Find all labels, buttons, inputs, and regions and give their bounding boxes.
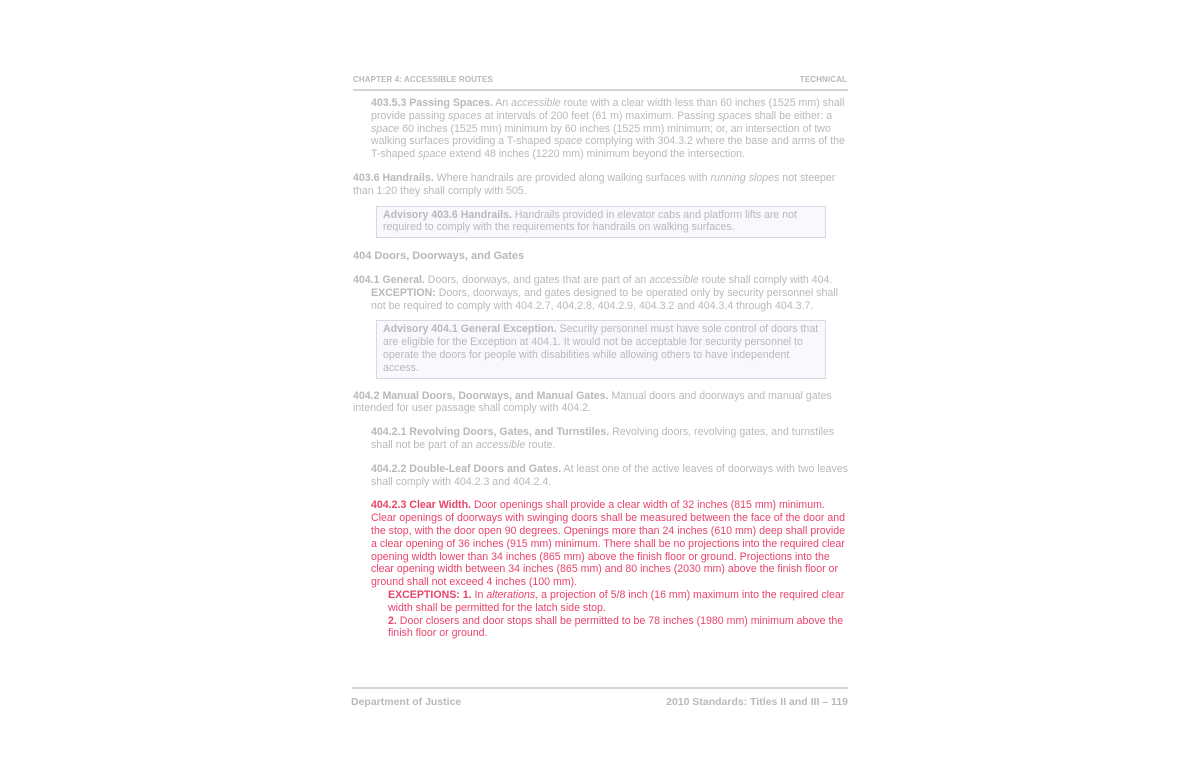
advisory-404-1 <box>376 320 826 378</box>
running-footer <box>351 696 848 708</box>
section-title: 404.2.3 Clear Width. <box>371 499 471 512</box>
section-title: 403.6 Handrails. <box>353 171 434 184</box>
exception-404-2-3-1 <box>388 589 849 615</box>
exception-404-1 <box>371 287 849 313</box>
section-403-5-3 <box>371 97 849 161</box>
section-403-6 <box>353 172 849 198</box>
defined-term: space <box>371 122 400 135</box>
section-404-2-3-highlighted <box>371 499 849 589</box>
section-404-1 <box>353 274 849 287</box>
advisory-403-6 <box>376 206 826 239</box>
footer-rule <box>352 687 848 689</box>
advisory-text: Handrails provided in elevator cabs and platform lifts are not required to comply with the requirements for handrails on walking surfaces. <box>383 208 797 234</box>
defined-term: running slopes <box>710 171 780 184</box>
text-run: not steeper than 1:20 they shall comply with 505. <box>353 171 836 197</box>
text-run: An <box>492 97 512 109</box>
section-title: 404.2.1 Revolving Doors, Gates, and Turnstiles. <box>371 426 610 439</box>
text-run: At least one of the active leaves of doorways with two leaves shall comply with 404.2.3 and 404.2.4. <box>371 462 848 488</box>
header-section-type: TECHNICAL <box>799 75 847 84</box>
text-run: Revolving doors, revolving gates, and turnstiles shall not be part of an <box>371 426 835 451</box>
section-title: 404.1 General. <box>353 273 425 286</box>
running-header <box>353 75 847 84</box>
exception-label: EXCEPTION: <box>371 286 436 299</box>
text-run: extend 48 inches (1220 mm) minimum beyond the intersection. <box>446 148 745 161</box>
exception-404-2-3-2 <box>388 615 849 641</box>
section-title: 404.2.2 Double-Leaf Doors and Gates. <box>371 462 562 475</box>
text-run: Where handrails are provided along walking surfaces with <box>433 171 711 184</box>
defined-term: space <box>553 135 583 148</box>
text-run: Manual doors and doorways and manual gates intended for user passage shall comply with 404.2. <box>353 389 832 415</box>
header-chapter: CHAPTER 4: ACCESSIBLE ROUTES <box>353 75 493 84</box>
text-run: at intervals of 200 feet (61 m) maximum. Passing <box>481 109 718 122</box>
section-title: 403.5.3 Passing Spaces. <box>371 97 493 109</box>
text-run: Doors, doorways, and gates that are part of an <box>424 273 650 286</box>
text-run: Door closers and door stops shall be permitted to be 78 inches (1980 mm) minimum above the finish floor or ground. <box>388 614 844 640</box>
section-404-2 <box>353 390 849 416</box>
defined-term: accessible <box>475 438 526 451</box>
exception-text: Doors, doorways, and gates designed to be operated only by security personnel shall not be required to comply with 404.2.7, 404.2.8, 404.2.9, 404.3.2 and 404.3.4 through 404.3.7. <box>371 286 838 312</box>
exception-label: EXCEPTIONS: <box>388 588 460 601</box>
defined-term: spaces <box>717 109 752 122</box>
document-body <box>353 97 849 640</box>
footer-agency: Department of Justice <box>351 696 462 708</box>
defined-term: accessible <box>649 273 699 286</box>
text-run: complying with 304.3.2 where the base and arms of the T-shaped <box>371 135 845 161</box>
defined-term: accessible <box>511 97 561 109</box>
section-title: 404.2 Manual Doors, Doorways, and Manual Gates. <box>353 389 609 402</box>
footer-page-number: 2010 Standards: Titles II and III – 119 <box>666 696 848 708</box>
defined-term: spaces <box>448 109 482 122</box>
text-run: 60 inches (1525 mm) minimum by 60 inches (1525 mm) minimum; or, an intersection of two walking surfaces providing a T-shaped <box>371 122 831 148</box>
advisory-title: Advisory 403.6 Handrails. <box>383 208 512 221</box>
text-run: shall be either: a <box>751 109 833 122</box>
text-run: route shall comply with 404. <box>698 273 833 286</box>
heading-404: 404 Doors, Doorways, and Gates <box>353 250 525 263</box>
text-run: , a projection of 5/8 inch (16 mm) maximum into the required clear width shall be permitted for the latch side stop. <box>388 588 845 614</box>
text-run: Door openings shall provide a clear width of 32 inches (815 mm) minimum. Clear openings of doorways with swinging doors shall be measured between the face of the door and the stop, with the door open 90 degrees. Openings more than 24 inches (610 mm) deep shall provide a clear opening of 36 inches (915 mm) minimum. There shall be no projections into the required clear opening width lower than 34 inches (865 mm) above the finish floor or ground. Projections into the clear opening width between 34 inches (865 mm) and 80 inches (2030 mm) above the finish floor or ground shall not exceed 4 inches (100 mm). <box>371 499 846 589</box>
exception-number: 1. <box>459 588 472 601</box>
section-404-2-2 <box>371 463 849 489</box>
defined-term: alterations <box>486 588 536 601</box>
text-run: In <box>471 588 487 601</box>
header-rule <box>353 89 848 91</box>
advisory-title: Advisory 404.1 General Exception. <box>383 323 557 336</box>
defined-term: space <box>418 148 447 161</box>
advisory-text: Security personnel must have sole control of doors that are eligible for the Exception at 404.1. It would not be acceptable for security personnel to operate the doors for people with disabilities while allowing others to have independent access. <box>383 323 819 374</box>
text-run: route with a clear width less than 60 inches (1525 mm) shall provide passing <box>371 97 845 122</box>
section-404-2-1 <box>371 426 849 452</box>
exception-number: 2. <box>388 614 397 627</box>
text-run: route. <box>525 438 556 451</box>
